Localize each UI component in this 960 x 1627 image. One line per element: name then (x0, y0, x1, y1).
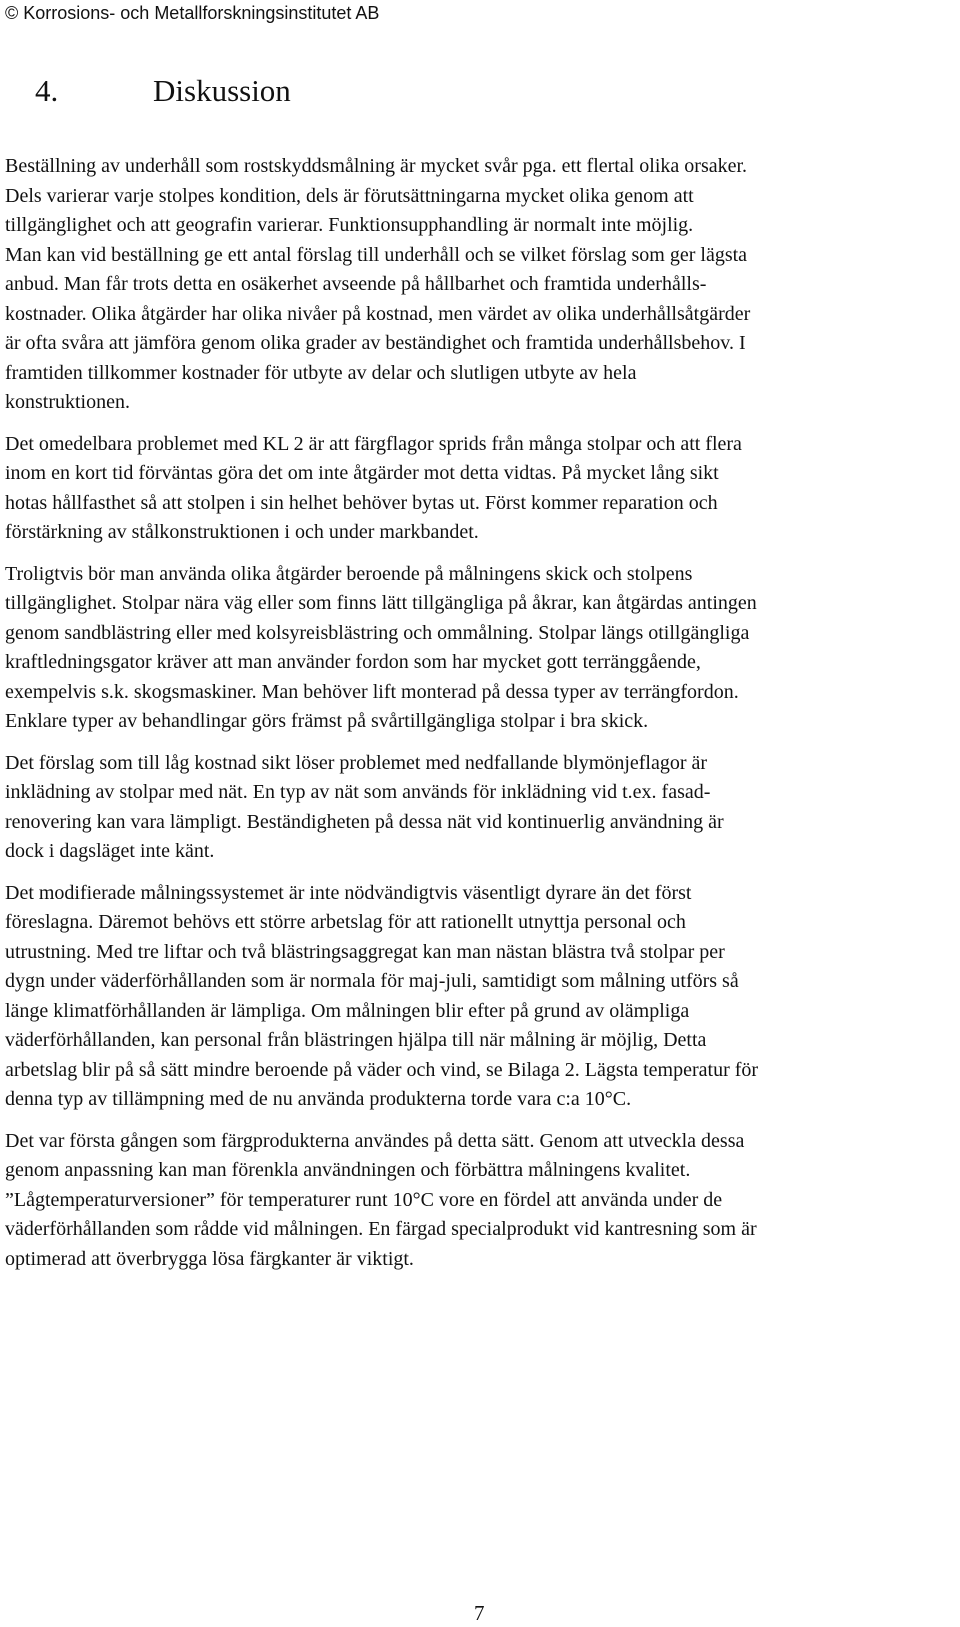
text-line: väderförhållanden som rådde vid målningen. En färgad specialprodukt vid kantresning som är (5, 1218, 757, 1240)
text-line: genom anpassning kan man förenkla användningen och förbättra målningens kvalitet. (5, 1159, 691, 1181)
text-line: framtiden tillkommer kostnader för utbyte av delar och slutligen utbyte av hela (5, 361, 637, 384)
text-line: kraftledningsgator kräver att man använder fordon som har mycket gott terränggående, (5, 651, 701, 673)
page-number: 7 (474, 1601, 485, 1625)
text-line: föreslagna. Däremot behövs ett större arbetslag för att rationellt utnyttja personal och (5, 911, 686, 933)
document-body (5, 152, 950, 1286)
text-line: optimerad att överbrygga lösa färgkanter är viktigt. (5, 1247, 414, 1270)
text-line: är ofta svåra att jämföra genom olika grader av beständighet och framtida underhållsbehov. I (5, 332, 746, 354)
text-line: Enklare typer av behandlingar görs främst på svårtillgängliga stolpar i bra skick. (5, 710, 649, 732)
text-line: ”Lågtemperaturversioner” för temperaturer runt 10°C vore en fördel att använda under de (5, 1188, 723, 1211)
text-line: länge klimatförhållanden är lämpliga. Om målningen blir efter på grund av olämpliga (5, 999, 690, 1022)
text-line: kostnader. Olika åtgärder har olika nivåer på kostnad, men värdet av olika underhållsåtgärder (5, 302, 751, 325)
paragraph-3 (5, 560, 950, 737)
section-number: 4. (35, 73, 59, 108)
section-title: Diskussion (153, 73, 291, 108)
text-line: förstärkning av stålkonstruktionen i och under markbandet. (5, 521, 479, 543)
text-line: tillgänglighet. Stolpar nära väg eller som finns lätt tillgängliga på åkrar, kan åtgärdas antingen (5, 592, 757, 614)
text-line: denna typ av tillämpning med de nu använda produkterna torde vara c:a 10°C. (5, 1088, 632, 1110)
text-line: dock i dagsläget inte känt. (5, 840, 215, 862)
section-heading (35, 72, 291, 110)
text-line: anbud. Man får trots detta en osäkerhet avseende på hållbarhet och framtida underhålls- (5, 273, 707, 295)
text-line: Beställning av underhåll som rostskyddsmålning är mycket svår pga. ett flertal olika orsaker. (5, 155, 748, 177)
text-line: inklädning av stolpar med nät. En typ av nät som används för inklädning vid t.ex. fasad- (5, 781, 711, 803)
text-line: hotas hållfasthet så att stolpen i sin helhet behöver bytas ut. Först kommer reparation och (5, 491, 718, 514)
text-line: arbetslag blir på så sätt mindre beroende på väder och vind, se Bilaga 2. Lägsta temperatur för (5, 1058, 759, 1081)
text-line: Man kan vid beställning ge ett antal förslag till underhåll och se vilket förslag som ger lägsta (5, 243, 748, 266)
paragraph-1 (5, 152, 950, 418)
text-line: Troligtvis bör man använda olika åtgärder beroende på målningens skick och stolpens (5, 562, 693, 585)
paragraph-2 (5, 430, 950, 548)
text-line: Det förslag som till låg kostnad sikt löser problemet med nedfallande blymönjeflagor är (5, 751, 708, 774)
text-line: utrustning. Med tre liftar och två blästringsaggregat kan man nästan blästra två stolpar per (5, 940, 725, 963)
document-header: © Korrosions- och Metallforskningsinstitutet AB (5, 3, 380, 23)
paragraph-6 (5, 1127, 950, 1275)
text-line: exempelvis s.k. skogsmaskiner. Man behöver lift monterad på dessa typer av terrängfordon. (5, 680, 739, 703)
text-line: Det omedelbara problemet med KL 2 är att färgflagor sprids från många stolpar och att flera (5, 432, 742, 455)
paragraph-5 (5, 879, 950, 1115)
text-line: Det modifierade målningssystemet är inte nödvändigtvis väsentligt dyrare än det först (5, 881, 692, 904)
text-line: genom sandblästring eller med kolsyreisblästring och ommålning. Stolpar längs otillgängliga (5, 621, 750, 644)
paragraph-4 (5, 749, 950, 867)
text-line: Dels varierar varje stolpes kondition, dels är förutsättningarna mycket olika genom att (5, 184, 694, 207)
text-line: väderförhållanden, kan personal från blästringen hjälpa till när målning är möjlig, Detta (5, 1029, 707, 1051)
text-line: Det var första gången som färgprodukterna användes på detta sätt. Genom att utveckla dessa (5, 1129, 745, 1152)
text-line: konstruktionen. (5, 391, 130, 413)
text-line: inom en kort tid förväntas göra det om inte åtgärder mot detta vidtas. På mycket lång sikt (5, 462, 719, 484)
text-line: dygn under väderförhållanden som är normala för maj-juli, samtidigt som målning utförs så (5, 970, 739, 992)
text-line: renovering kan vara lämpligt. Beständigheten på dessa nät vid kontinuerlig användning är (5, 810, 724, 833)
text-line: tillgänglighet och att geografin varierar. Funktionsupphandling är normalt inte möjlig. (5, 214, 694, 236)
